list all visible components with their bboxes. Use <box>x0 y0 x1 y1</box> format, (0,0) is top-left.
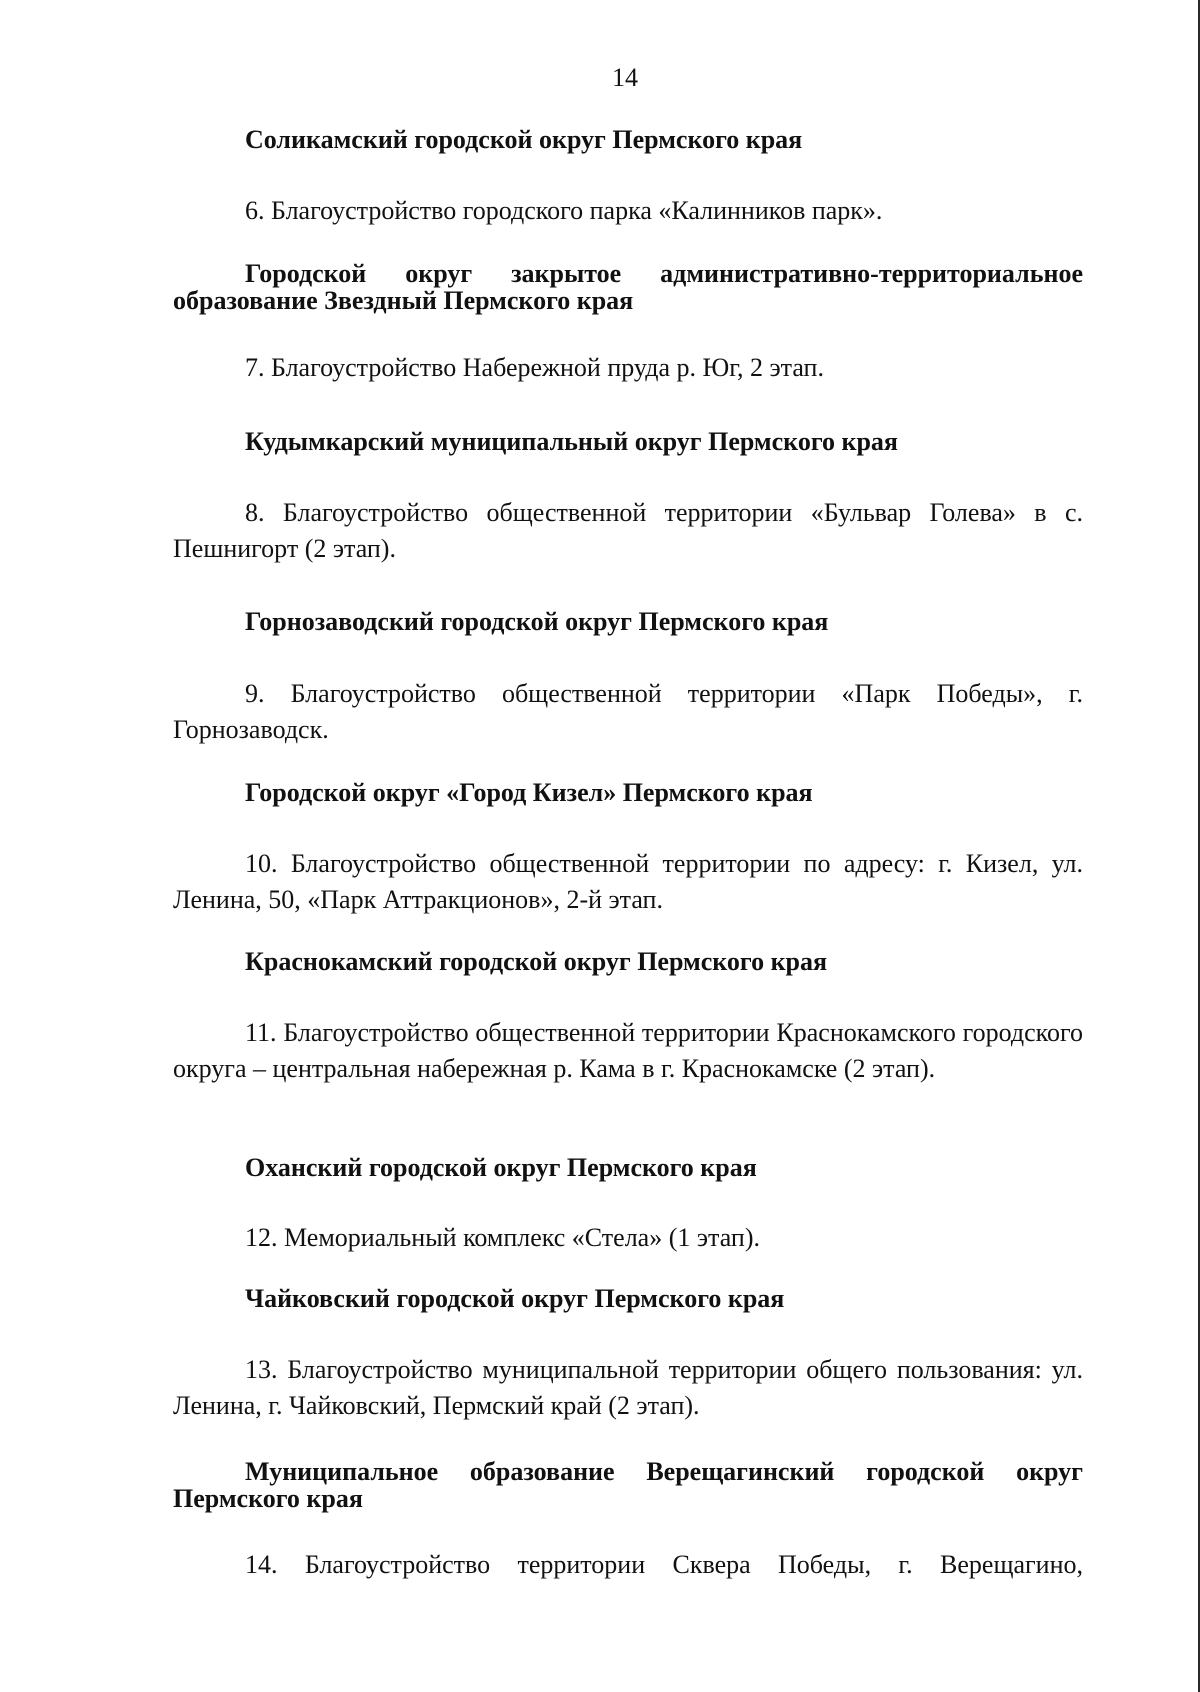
list-item-6: 6. Благоустройство городского парка «Калинников парк». <box>245 196 883 225</box>
list-item-10: 10. Благоустройство общественной территории по адресу: г. Кизел, ул. Ленина, 50, «Парк Аттракционов», 2-й этап. <box>173 849 1083 914</box>
section-heading-vereshchagino: Муниципальное образование Верещагинский городской округ Пермского края <box>173 1457 1083 1513</box>
list-item-7: 7. Благоустройство Набережной пруда р. Юг, 2 этап. <box>245 353 824 382</box>
section-heading-okhansk: Оханский городской округ Пермского края <box>245 1153 757 1182</box>
page-number: 14 <box>612 63 638 92</box>
section-heading-krasnokamsk: Краснокамский городской округ Пермского края <box>245 947 828 976</box>
list-item-12: 12. Мемориальный комплекс «Стела» (1 этап). <box>245 1223 760 1252</box>
section-heading-chaykovsky: Чайковский городской округ Пермского края <box>245 1284 785 1313</box>
list-item-13: 13. Благоустройство муниципальной территории общего пользования: ул. Ленина, г. Чайковский, Пермский край (2 этап). <box>173 1355 1083 1420</box>
section-heading-kizel: Городской округ «Город Кизел» Пермского края <box>245 778 813 807</box>
list-item-8: 8. Благоустройство общественной территории «Бульвар Голева» в с. Пешнигорт (2 этап). <box>173 498 1083 563</box>
list-item-11: 11. Благоустройство общественной территории Краснокамского городского округа – центральная набережная р. Кама в г. Краснокамске (2 этап). <box>173 1018 1083 1083</box>
section-heading-gornozavodsk: Горнозаводский городской округ Пермского края <box>245 607 829 636</box>
section-heading-solikamsk: Соликамский городской округ Пермского края <box>245 125 803 154</box>
list-item-14: 14. Благоустройство территории Сквера Победы, г. Верещагино, <box>245 1550 1083 1579</box>
list-item-9: 9. Благоустройство общественной территории «Парк Победы», г. Горнозаводск. <box>173 679 1083 744</box>
section-heading-zvezdny: Городской округ закрытое административно-территориальное образование Звездный Пермского края <box>173 259 1083 315</box>
section-heading-kudymkar: Кудымкарский муниципальный округ Пермского края <box>245 427 898 456</box>
